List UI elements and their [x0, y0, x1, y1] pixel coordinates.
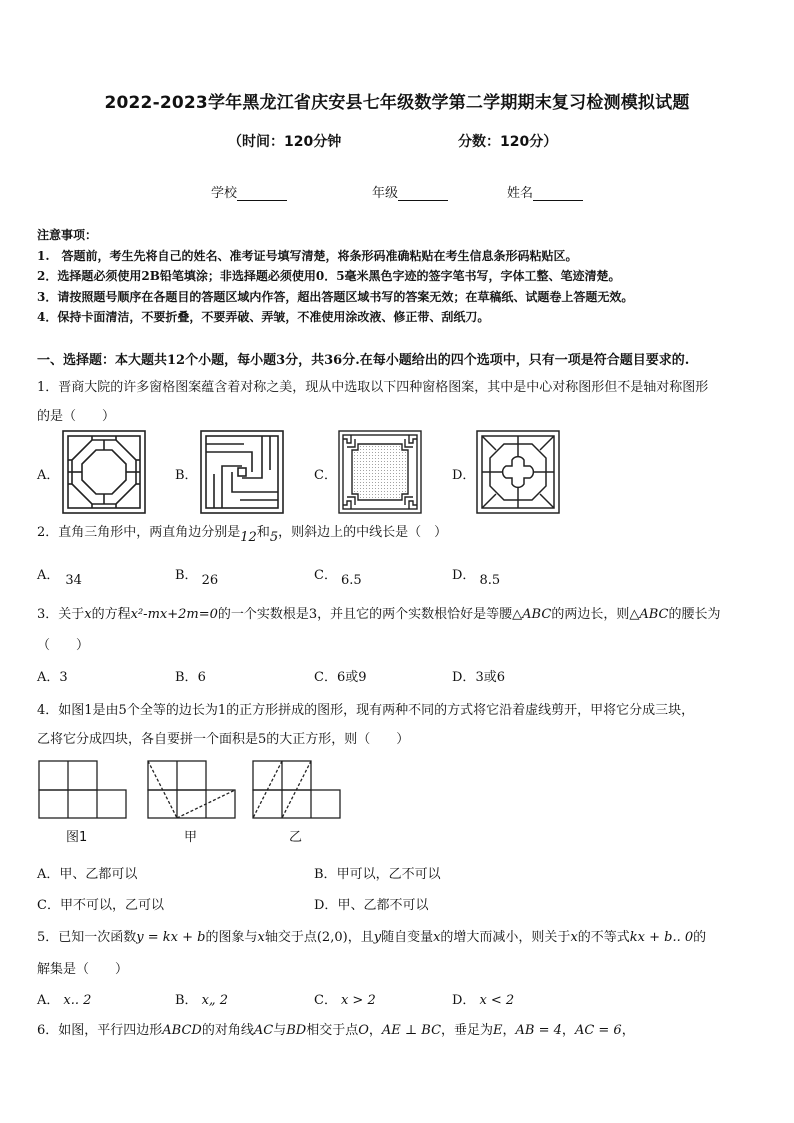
note-item: 4．保持卡面清洁，不要折叠，不要弄破、弄皱，不准使用涂改液、修正带、刮纸刀。	[37, 310, 490, 324]
q5-option-c[interactable]: C． x > 2	[314, 993, 376, 1008]
q2-leg-a: 12	[240, 530, 257, 545]
q3-option-a[interactable]: A．3	[37, 670, 68, 685]
q5-option-a[interactable]: A． x.. 2	[37, 993, 92, 1008]
score-label: 分数：120分）	[458, 134, 558, 150]
q1-figure-b	[200, 430, 284, 514]
q3-option-d[interactable]: D．3或6	[452, 670, 505, 685]
q2-option-a[interactable]: A． 34	[37, 568, 82, 588]
q5-option-d[interactable]: D． x < 2	[452, 993, 515, 1008]
q4-figure-yi	[252, 760, 342, 820]
q3-option-b[interactable]: B．6	[175, 670, 206, 685]
q2-option-b[interactable]: B． 26	[175, 568, 219, 588]
note-item: 1. 答题前，考生先将自己的姓名、准考证号填写清楚，将条形码准确粘贴在考生信息条形码粘贴区。	[37, 249, 578, 263]
q2-leg-b: 5	[269, 530, 279, 545]
q5-stem-2: 解集是（ ）	[37, 962, 129, 977]
section-heading: 一、选择题：本大题共12个小题，每小题3分，共36分.在每小题给出的四个选项中，只有一项是符合题目要求的.	[37, 353, 690, 368]
q4-stem: 4．如图1是由5个全等的边长为1的正方形拼成的图形，现有两种不同的方式将它沿着虚线剪开，甲将它分成三块，	[37, 703, 695, 718]
time-label: （时间：120分钟	[228, 134, 342, 150]
q1-option-b-label: B．	[175, 468, 198, 483]
q2-option-c[interactable]: C． 6.5	[314, 568, 362, 588]
q1-option-a-label: A．	[37, 468, 60, 483]
note-item: 3．请按照题号顺序在各题目的答题区域内作答，超出答题区域书写的答案无效；在草稿纸、试题卷上答题无效。	[37, 290, 634, 304]
q1-stem: 1．晋商大院的许多窗格图案蕴含着对称之美，现从中选取以下四种窗格图案，其中是中心对称图形但不是轴对称图形	[37, 380, 709, 395]
q4-stem-2: 乙将它分成四块，各自要拼一个面积是5的大正方形，则（ ）	[37, 732, 410, 747]
q4-option-c[interactable]: C．甲不可以，乙可以	[37, 898, 164, 913]
page-title: 2022-2023学年黑龙江省庆安县七年级数学第二学期期末复习检测模拟试题	[104, 93, 690, 113]
q4-figure-1	[38, 760, 128, 820]
q4-caption-1: 图1	[66, 830, 88, 845]
q4-caption-jia: 甲	[184, 830, 198, 845]
q1-option-c-label: C．	[314, 468, 337, 483]
q5-function: y = kx + b	[136, 930, 206, 945]
school-field	[211, 182, 287, 201]
q4-caption-yi: 乙	[289, 830, 303, 845]
q1-figure-c	[338, 430, 422, 514]
q5-stem: 5．已知一次函数y = kx + b的图象与x轴交于点(2,0)，且y随自变量x的增大而减小，则关于x的不等式kx + b.. 0的	[37, 930, 707, 945]
q1-stem-2: 的是（ ）	[37, 409, 116, 424]
school-label: 学校	[211, 186, 238, 201]
q3-stem: 3．关于x的方程x²-mx+2m=0的一个实数根是3，并且它的两个实数根恰好是等腰△ABC的两边长，则△ABC的腰长为	[37, 607, 721, 622]
name-field	[507, 182, 583, 201]
note-item: 2．选择题必须使用2B铅笔填涂；非选择题必须使用0．5毫米黑色字迹的签字笔书写，字体工整、笔迹清楚。	[37, 269, 621, 283]
q5-option-b[interactable]: B． x„ 2	[175, 993, 229, 1008]
q3-option-c[interactable]: C．6或9	[314, 670, 367, 685]
grade-field	[372, 182, 448, 201]
q4-option-d[interactable]: D．甲、乙都不可以	[314, 898, 429, 913]
grade-label: 年级	[372, 186, 399, 201]
q1-figure-a	[62, 430, 146, 514]
q2-option-d[interactable]: D． 8.5	[452, 568, 501, 588]
name-label: 姓名	[507, 186, 534, 201]
notes-heading: 注意事项：	[37, 228, 98, 242]
q3-equation: x²-mx+2m=0	[130, 607, 218, 622]
q5-point: (2,0)	[316, 930, 348, 945]
q1-option-d-label: D．	[452, 468, 476, 483]
q6-stem: 6．如图，平行四边形ABCD的对角线AC与BD相交于点O，AE ⊥ BC，垂足为E，AB = 4，AC = 6，	[37, 1023, 635, 1038]
q4-figure-jia	[147, 760, 237, 820]
q2-stem: 2．直角三角形中，两直角边分别是12和5，则斜边上的中线长是（ ）	[37, 525, 448, 545]
q4-option-a[interactable]: A．甲、乙都可以	[37, 867, 138, 882]
q4-option-b[interactable]: B．甲可以，乙不可以	[314, 867, 441, 882]
q5-inequality: kx + b.. 0	[629, 930, 694, 945]
q3-stem-2: （ ）	[37, 638, 90, 653]
q1-figure-d	[476, 430, 560, 514]
